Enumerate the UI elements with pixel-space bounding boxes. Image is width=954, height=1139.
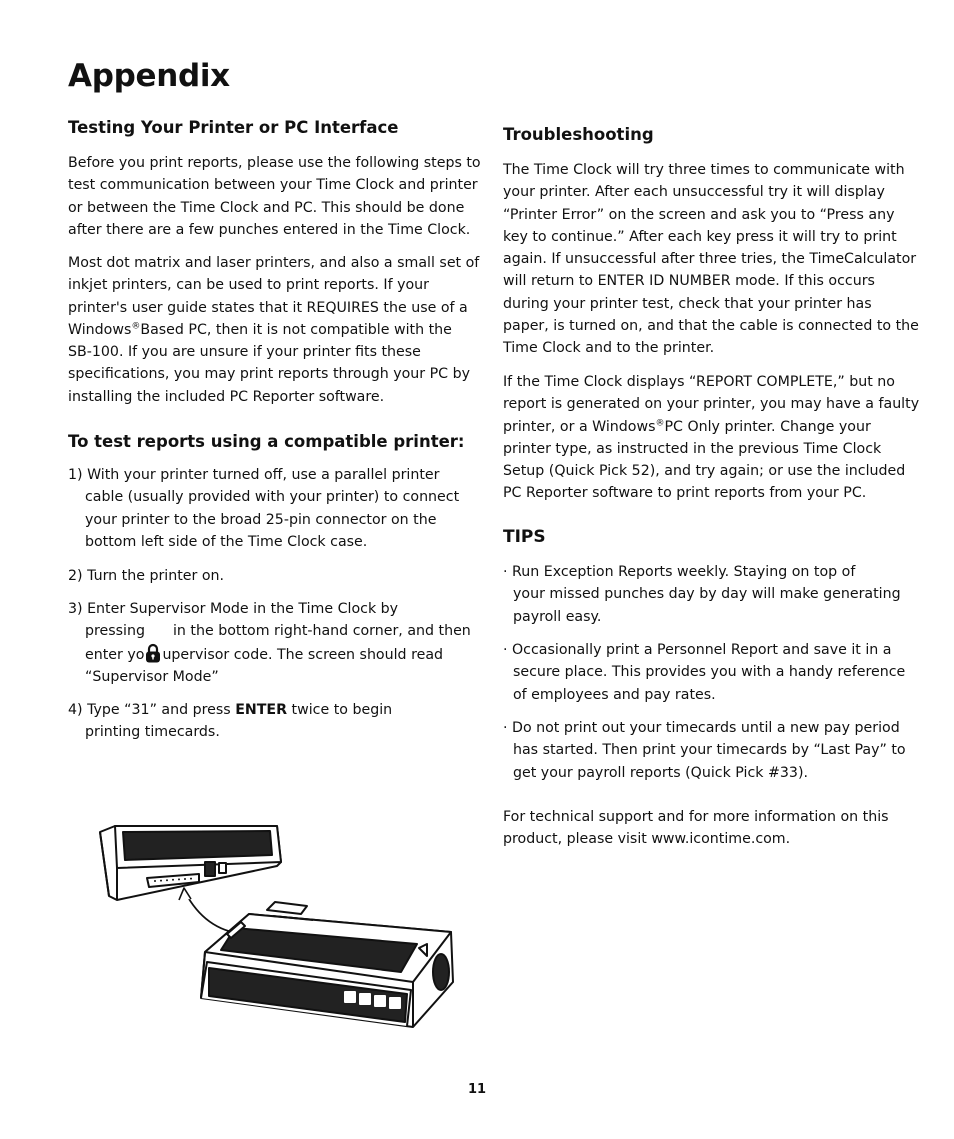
page-number: 11 <box>467 1082 487 1097</box>
text-line: printing timecards. <box>85 724 220 741</box>
text-line: “Supervisor Mode” <box>85 668 219 685</box>
time-clock-to-printer-illustration <box>95 822 465 1050</box>
section-heading-test-reports: To test reports using a compatible printer: <box>68 432 465 451</box>
text-line: report is generated on your printer, you may have a faulty <box>503 396 920 413</box>
text-line: 1) With your printer turned off, use a parallel printer <box>68 467 440 483</box>
tip-3 <box>503 717 906 784</box>
text-line: 3) Enter Supervisor Mode in the Time Clock by <box>68 601 399 617</box>
text-line: Time Clock and to the printer. <box>503 340 715 357</box>
text-fragment: pressing <box>85 623 145 640</box>
step-3 <box>68 598 471 688</box>
text-fragment: in the bottom right-hand corner, and then <box>172 623 471 640</box>
text-line: product, please visit www.icontime.com. <box>503 831 791 848</box>
text-fragment: enter yo <box>85 646 145 663</box>
text-line: · Occasionally print a Personnel Report and save it in a <box>503 642 892 658</box>
text-line: inkjet printers, can be used to print reports. If your <box>68 277 429 294</box>
text-line: during your printer test, check that your printer has <box>503 295 872 312</box>
text-fragment: upervisor code. The screen should read <box>162 646 444 663</box>
section-heading-tips: TIPS <box>503 527 546 547</box>
text-fragment: twice to begin <box>287 702 393 718</box>
text-line: PC Reporter software to print reports from your PC. <box>503 485 867 502</box>
tip-2 <box>503 639 905 706</box>
text-line: or between the Time Clock and PC. This should be done <box>68 199 465 216</box>
text-line: · Do not print out your timecards until a new pay period <box>503 720 900 736</box>
text-line: · Run Exception Reports weekly. Staying on top of <box>503 564 856 580</box>
tip-1 <box>503 561 901 628</box>
enter-key-label: ENTER <box>235 702 288 718</box>
text-line: will return to ENTER ID NUMBER mode. If this occurs <box>503 273 875 290</box>
text-fragment: PC Only printer. Change your <box>664 418 871 435</box>
text-line: specifications, you may print reports through your PC by <box>68 366 471 383</box>
troubleshooting-paragraph-1 <box>503 159 919 360</box>
text-fragment: 4) Type “31” and press <box>68 702 236 718</box>
windows-word: Windows <box>68 321 132 338</box>
registered-mark: ® <box>131 321 141 332</box>
step-4 <box>68 699 392 744</box>
text-line: your printer to the broad 25-pin connector on the <box>85 511 437 528</box>
text-line: after there are a few punches entered in the Time Clock. <box>68 221 471 238</box>
text-line <box>68 620 471 642</box>
text-line: printer type, as instructed in the previous Time Clock <box>503 440 882 457</box>
text-line: Before you print reports, please use the following steps to <box>68 155 481 171</box>
text-line <box>68 319 479 341</box>
text-line: test communication between your Time Clock and printer <box>68 177 478 194</box>
registered-mark: ® <box>655 417 665 428</box>
step-1 <box>68 464 459 553</box>
support-paragraph <box>503 806 889 851</box>
text-line <box>503 416 919 438</box>
text-line: cable (usually provided with your printer) to connect <box>85 489 460 506</box>
lock-icon <box>144 643 162 663</box>
step-2 <box>68 565 224 587</box>
text-line: Setup (Quick Pick 52), and try again; or use the included <box>503 463 906 480</box>
text-line: of employees and pay rates. <box>513 686 716 703</box>
text-fragment: Based PC, then it is not compatible with the <box>140 321 452 338</box>
text-line: If the Time Clock displays “REPORT COMPLETE,” but no <box>503 374 895 390</box>
section-heading-testing: Testing Your Printer or PC Interface <box>68 118 399 137</box>
text-line: For technical support and for more information on this <box>503 809 889 825</box>
text-line: “Printer Error” on the screen and ask you to “Press any <box>503 206 895 223</box>
text-line: SB-100. If you are unsure if your printer fits these <box>68 344 421 361</box>
page-title: Appendix <box>68 58 230 94</box>
text-line: payroll easy. <box>513 608 602 625</box>
section-heading-troubleshooting: Troubleshooting <box>503 125 654 144</box>
text-line: paper, is turned on, and that the cable is connected to the <box>503 318 919 335</box>
text-line: key to continue.” After each key press it will try to print <box>503 228 897 245</box>
text-line: The Time Clock will try three times to communicate with <box>503 162 905 178</box>
text-line: your missed punches day by day will make generating <box>513 586 901 603</box>
text-line: has started. Then print your timecards by “Last Pay” to <box>513 742 906 759</box>
troubleshooting-paragraph-2 <box>503 371 919 505</box>
text-line: secure place. This provides you with a handy reference <box>513 664 906 681</box>
intro-paragraph <box>68 152 481 241</box>
compatibility-paragraph <box>68 252 479 408</box>
text-line <box>68 643 471 666</box>
text-line: again. If unsuccessful after three tries, the TimeCalculator <box>503 251 917 268</box>
text-line <box>68 699 392 721</box>
text-line: bottom left side of the Time Clock case. <box>85 533 368 550</box>
text-line: printer's user guide states that it REQUIRES the use of a <box>68 299 468 316</box>
text-line: 2) Turn the printer on. <box>68 568 225 584</box>
text-fragment: printer, or a Windows <box>503 418 656 435</box>
text-line: installing the included PC Reporter software. <box>68 388 385 405</box>
text-line: Most dot matrix and laser printers, and also a small set of <box>68 255 480 271</box>
text-line: get your payroll reports (Quick Pick #33). <box>513 764 808 781</box>
text-line: your printer. After each unsuccessful try it will display <box>503 184 885 201</box>
